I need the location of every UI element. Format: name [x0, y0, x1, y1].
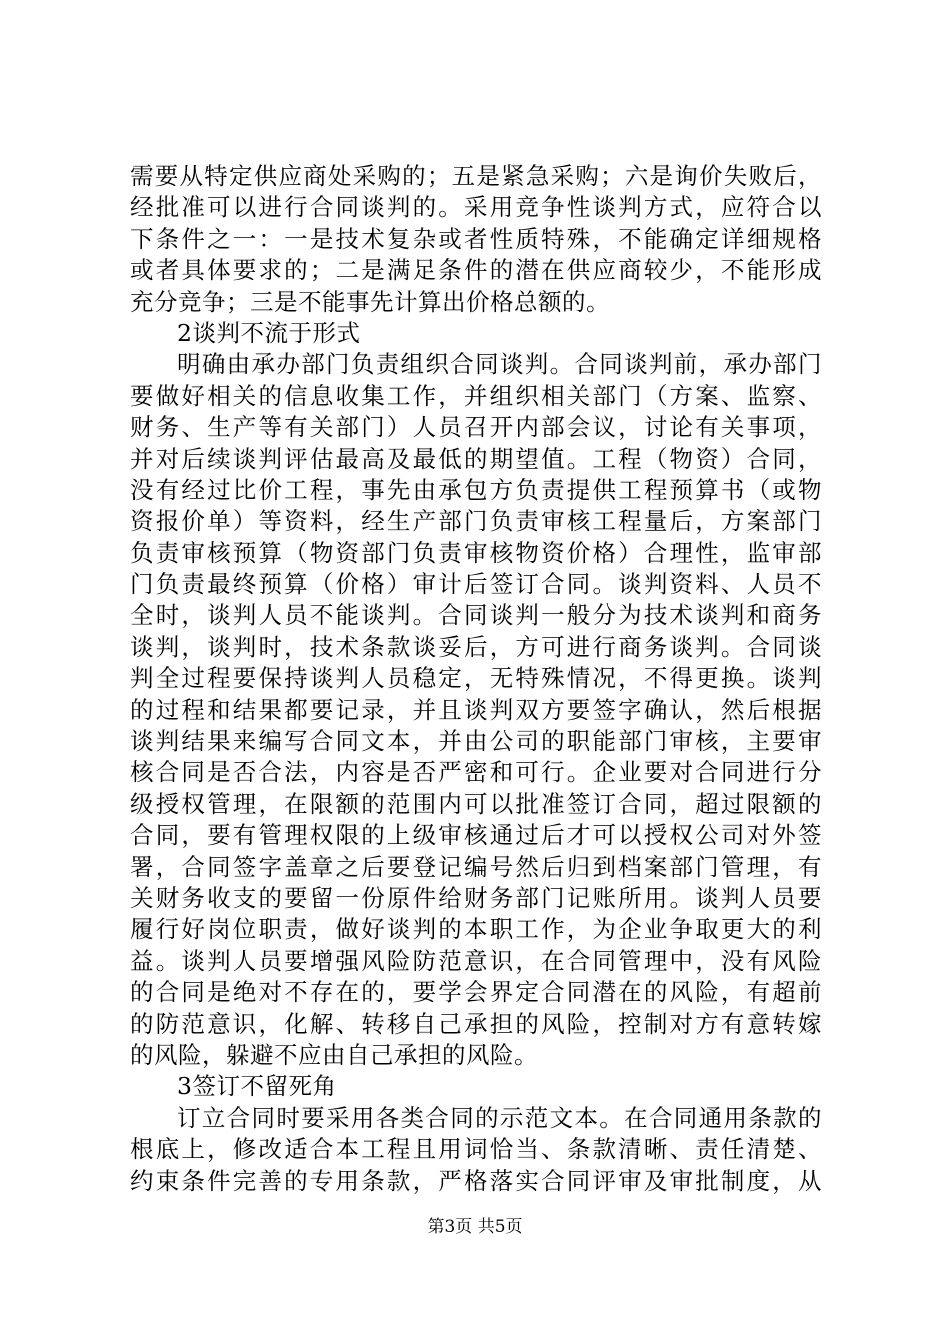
- text-line: 全时，谈判人员不能谈判。合同谈判一般分为技术谈判和商务: [130, 601, 822, 630]
- text-line: 的防范意识，化解、转移自己承担的风险，控制对方有意转嫁: [130, 1009, 822, 1038]
- page-number-footer: 第3页 共5页: [427, 1217, 523, 1237]
- text-line: 的过程和结果都要记录，并且谈判双方要签字确认，然后根据: [130, 695, 822, 724]
- text-line: 财务、生产等有关部门）人员召开内部会议，讨论有关事项，: [130, 413, 822, 442]
- text-line: 或者具体要求的；二是满足条件的潜在供应商较少，不能形成: [130, 256, 822, 285]
- text-line: 级授权管理，在限额的范围内可以批准签订合同，超过限额的: [130, 789, 822, 818]
- text-line: 判全过程要保持谈判人员稳定，无特殊情况，不得更换。谈判: [130, 664, 822, 693]
- text-line: 并对后续谈判评估最高及最低的期望值。工程（物资）合同，: [130, 444, 822, 473]
- document-body: [130, 161, 822, 1197]
- text-line: 履行好岗位职责，做好谈判的本职工作，为企业争取更大的利: [130, 915, 822, 944]
- text-line: 充分竞争；三是不能事先计算出价格总额的。: [130, 287, 610, 316]
- text-line: 的合同是绝对不存在的，要学会界定合同潜在的风险，有超前: [130, 978, 822, 1007]
- text-line: 门负责最终预算（价格）审计后签订合同。谈判资料、人员不: [130, 570, 822, 599]
- text-line: 经批准可以进行合同谈判的。采用竞争性谈判方式，应符合以: [130, 193, 822, 222]
- text-line: 益。谈判人员要增强风险防范意识，在合同管理中，没有风险: [130, 946, 822, 975]
- text-line: 根底上，修改适合本工程且用词恰当、条款清晰、责任清楚、: [130, 1135, 822, 1164]
- section-heading: 3签订不留死角: [177, 1072, 337, 1101]
- text-line: 没有经过比价工程，事先由承包方负责提供工程预算书（或物: [130, 475, 822, 504]
- text-line: 下条件之一：一是技术复杂或者性质特殊，不能确定详细规格: [130, 224, 822, 253]
- text-line: 谈判结果来编写合同文本，并由公司的职能部门审核，主要审: [130, 727, 822, 756]
- text-line: 约束条件完善的专用条款，严格落实合同评审及审批制度，从: [130, 1166, 822, 1195]
- text-line: 订立合同时要采用各类合同的示范文本。在合同通用条款的: [177, 1103, 822, 1132]
- text-line: 署，合同签字盖章之后要登记编号然后归到档案部门管理，有: [130, 852, 822, 881]
- text-line: 明确由承办部门负责组织合同谈判。合同谈判前，承办部门: [177, 350, 822, 379]
- text-line: 要做好相关的信息收集工作，并组织相关部门（方案、监察、: [130, 381, 822, 410]
- text-line: 合同，要有管理权限的上级审核通过后才可以授权公司对外签: [130, 821, 822, 850]
- text-line: 资报价单）等资料，经生产部门负责审核工程量后，方案部门: [130, 507, 822, 536]
- text-line: 负责审核预算（物资部门负责审核物资价格）合理性，监审部: [130, 538, 822, 567]
- text-line: 谈判，谈判时，技术条款谈妥后，方可进行商务谈判。合同谈: [130, 632, 822, 661]
- text-line: 核合同是否合法，内容是否严密和可行。企业要对合同进行分: [130, 758, 822, 787]
- text-line: 的风险，躲避不应由自己承担的风险。: [130, 1040, 538, 1069]
- text-line: 需要从特定供应商处采购的；五是紧急采购；六是询价失败后，: [130, 162, 822, 190]
- section-heading: 2谈判不流于形式: [177, 318, 361, 347]
- text-line: 关财务收支的要留一份原件给财务部门记账所用。谈判人员要: [130, 883, 822, 912]
